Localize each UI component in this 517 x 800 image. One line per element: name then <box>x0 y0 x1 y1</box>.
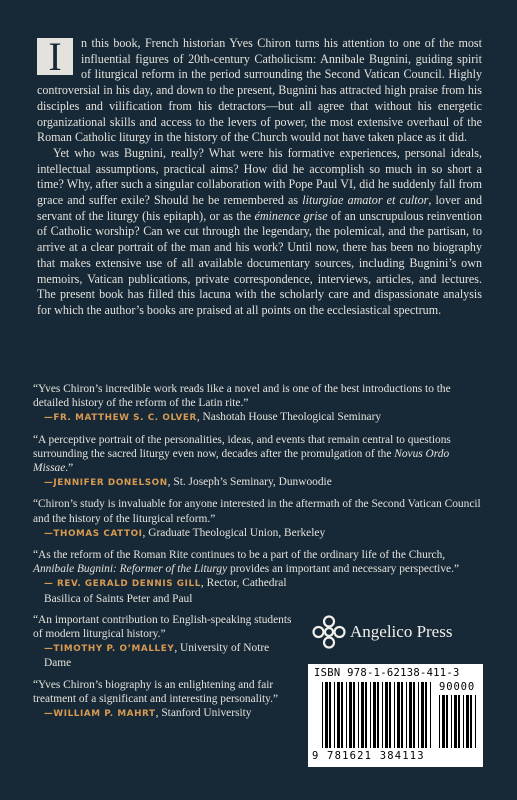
endorsement-quote <box>33 548 485 576</box>
endorsement-quote: “Chiron’s study is invaluable for anyone interested in the aftermath of the Second Vatican Council and the history of the liturgical reform.” <box>33 498 481 525</box>
barcode-bar <box>451 695 452 748</box>
barcode-bar <box>442 695 445 748</box>
endorsement <box>33 433 485 491</box>
barcode-bar <box>361 682 364 748</box>
barcode-bar <box>322 682 323 748</box>
price-addon-digits: 90000 <box>439 681 476 693</box>
book-description <box>37 36 482 319</box>
barcode-bar <box>475 695 476 748</box>
quote-text: .” <box>65 462 74 475</box>
barcode-bar <box>365 682 367 748</box>
endorsement-quote <box>33 433 485 476</box>
barcode-bar <box>454 695 457 748</box>
barcode-bar <box>466 695 469 748</box>
barcode-bar <box>409 682 412 748</box>
endorser-name: — REV. GERALD DENNIS GILL <box>44 579 201 590</box>
quote-italic: Novus Ordo Missae <box>33 447 450 475</box>
endorsement-quote: “Yves Chiron’s biography is an enlightening and fair treatment of a significant and interesting personality.” <box>33 678 279 705</box>
barcode-bar <box>463 695 464 748</box>
barcode-bar <box>418 682 419 748</box>
endorsement-attribution <box>44 706 295 721</box>
barcode-bar <box>385 682 388 748</box>
barcode-bar <box>346 682 347 748</box>
quote-text: “As the reform of the Roman Rite continues to be a part of the ordinary life of the Church, <box>33 549 446 562</box>
endorsement-attribution <box>44 475 485 490</box>
isbn-label: ISBN 978-1-62138-411-3 <box>314 667 460 679</box>
publisher-mark <box>312 616 484 648</box>
description-paragraph-1 <box>37 36 482 146</box>
barcode-bar <box>358 682 359 748</box>
barcode-bar <box>421 682 424 748</box>
endorsement <box>33 548 485 606</box>
cross-knot-icon <box>312 615 346 649</box>
endorsement <box>33 382 485 426</box>
endorser-name: —WILLIAM P. MAHRT <box>44 709 156 720</box>
endorser-affiliation: , Nashotah House Theological Seminary <box>196 411 382 424</box>
quote-text: provides an important and necessary perspective.” <box>227 563 459 576</box>
barcode-bar <box>446 695 448 748</box>
barcode-bar <box>370 682 371 748</box>
paragraph-2-text: of an unscrupulous reinvention of Catholic worship? Can we cut through the legendary, the polemical, and the partisan, to arrive at a clear portrait of the man and his work? Until now, there has been no biography that makes extensive use of all available documentary sources, including Bugnini’s own memoirs, Vatican publications, private correspondence, interviews, articles, and lectures. The present book has filled this lacuna with the scholarly care and dispassionate analysis for which the author’s books are praised at all points on the ecclesiastical spectrum. <box>37 208 483 317</box>
barcode-bar <box>401 682 403 748</box>
endorsement-quote: “An important contribution to English-speaking students of modern liturgical history.” <box>33 613 292 641</box>
barcode-bar <box>329 682 331 748</box>
barcode-bar <box>337 682 340 748</box>
quote-italic: Annibale Bugnini: Reformer of the Liturgy <box>33 563 228 576</box>
endorsement <box>33 497 485 541</box>
endorser-affiliation: , Graduate Theological Union, Berkeley <box>142 526 326 539</box>
barcode-bar <box>413 682 415 748</box>
barcode-bar <box>430 682 431 748</box>
endorser-affiliation: , St. Joseph’s Seminary, Dunwoodie <box>167 476 332 489</box>
isbn-barcode <box>308 664 483 767</box>
barcode-bar <box>334 682 335 748</box>
paragraph-2-text: , lover and servant of the liturgy (his epitaph), or as the <box>37 193 482 223</box>
endorser-affiliation: , Rector, Cathedral Basilica of Saints Peter and Paul <box>44 577 287 605</box>
quote-text: “A perceptive portrait of the personalities, ideas, and events that remain central to questions surrounding the sacred liturgy even now, decades after the promulgation of the <box>33 433 451 460</box>
endorsement <box>33 613 295 671</box>
barcode-bar <box>382 682 383 748</box>
endorser-name: —JENNIFER DONELSON <box>44 478 168 489</box>
barcode-bar <box>377 682 379 748</box>
endorser-name: —FR. MATTHEW S. C. OLVER <box>44 413 197 424</box>
italic-latin-phrase: liturgiae amator et cultor <box>302 193 429 208</box>
barcode-bar <box>439 695 440 748</box>
endorser-name: —TIMOTHY P. O’MALLEY <box>44 644 175 655</box>
barcode-bar <box>470 695 472 748</box>
endorsement <box>33 678 295 722</box>
barcode-bar <box>394 682 395 748</box>
endorsement-attribution <box>44 576 294 605</box>
barcode-bar <box>349 682 352 748</box>
barcode-bar <box>341 682 343 748</box>
endorsement-attribution <box>44 526 485 541</box>
endorsement-attribution <box>44 641 295 670</box>
publisher-name: Angelico Press <box>350 622 453 641</box>
barcode-bar <box>373 682 376 748</box>
barcode-bar <box>397 682 400 748</box>
barcode-bar <box>353 682 355 748</box>
barcode-bar <box>389 682 391 748</box>
endorser-name: —THOMAS CATTOI <box>44 528 143 539</box>
drop-cap: I <box>37 38 73 75</box>
endorser-affiliation: , Stanford University <box>155 707 252 720</box>
ean-digits: 9 781621 384113 <box>312 750 425 762</box>
barcode-bar <box>425 682 427 748</box>
description-paragraph-2 <box>37 146 482 319</box>
barcode-bar <box>406 682 407 748</box>
endorser-affiliation: , University of Notre Dame <box>44 642 270 670</box>
paragraph-2-text: Yet who was Bugnini, really? What were his formative experiences, personal ideals, intellectual assumptions, practical aims? How did he accomplish so much in so short a time? Why, after such a singular collaboration with Pope Paul VI, did he suddenly fall from grace and suffer exile? Should he be remembered as <box>37 145 482 208</box>
endorsement-quote: “Yves Chiron’s incredible work reads like a novel and is one of the best introductions to the detailed history of the reform of the Latin rite.” <box>33 383 451 410</box>
barcode-bar <box>458 695 460 748</box>
barcode-bar <box>325 682 328 748</box>
italic-french-phrase: éminence grise <box>254 208 328 223</box>
endorsement-attribution <box>44 410 485 425</box>
paragraph-1-text: n this book, French historian Yves Chiron turns his attention to one of the most influential figures of 20th-century Catholicism: Annibale Bugnini, guiding spirit of liturgical reform in the period surrounding the Second Vatican Council. Highly controversial in his day, and down to the present, Bugnini has attracted high praise from his disciples and vilification from his detractors—but all agree that without his energetic organizational skills and access to the levers of power, the most extensive overhaul of the Roman Catholic liturgy in the history of the Church would not have taken place as it did. <box>37 36 482 145</box>
